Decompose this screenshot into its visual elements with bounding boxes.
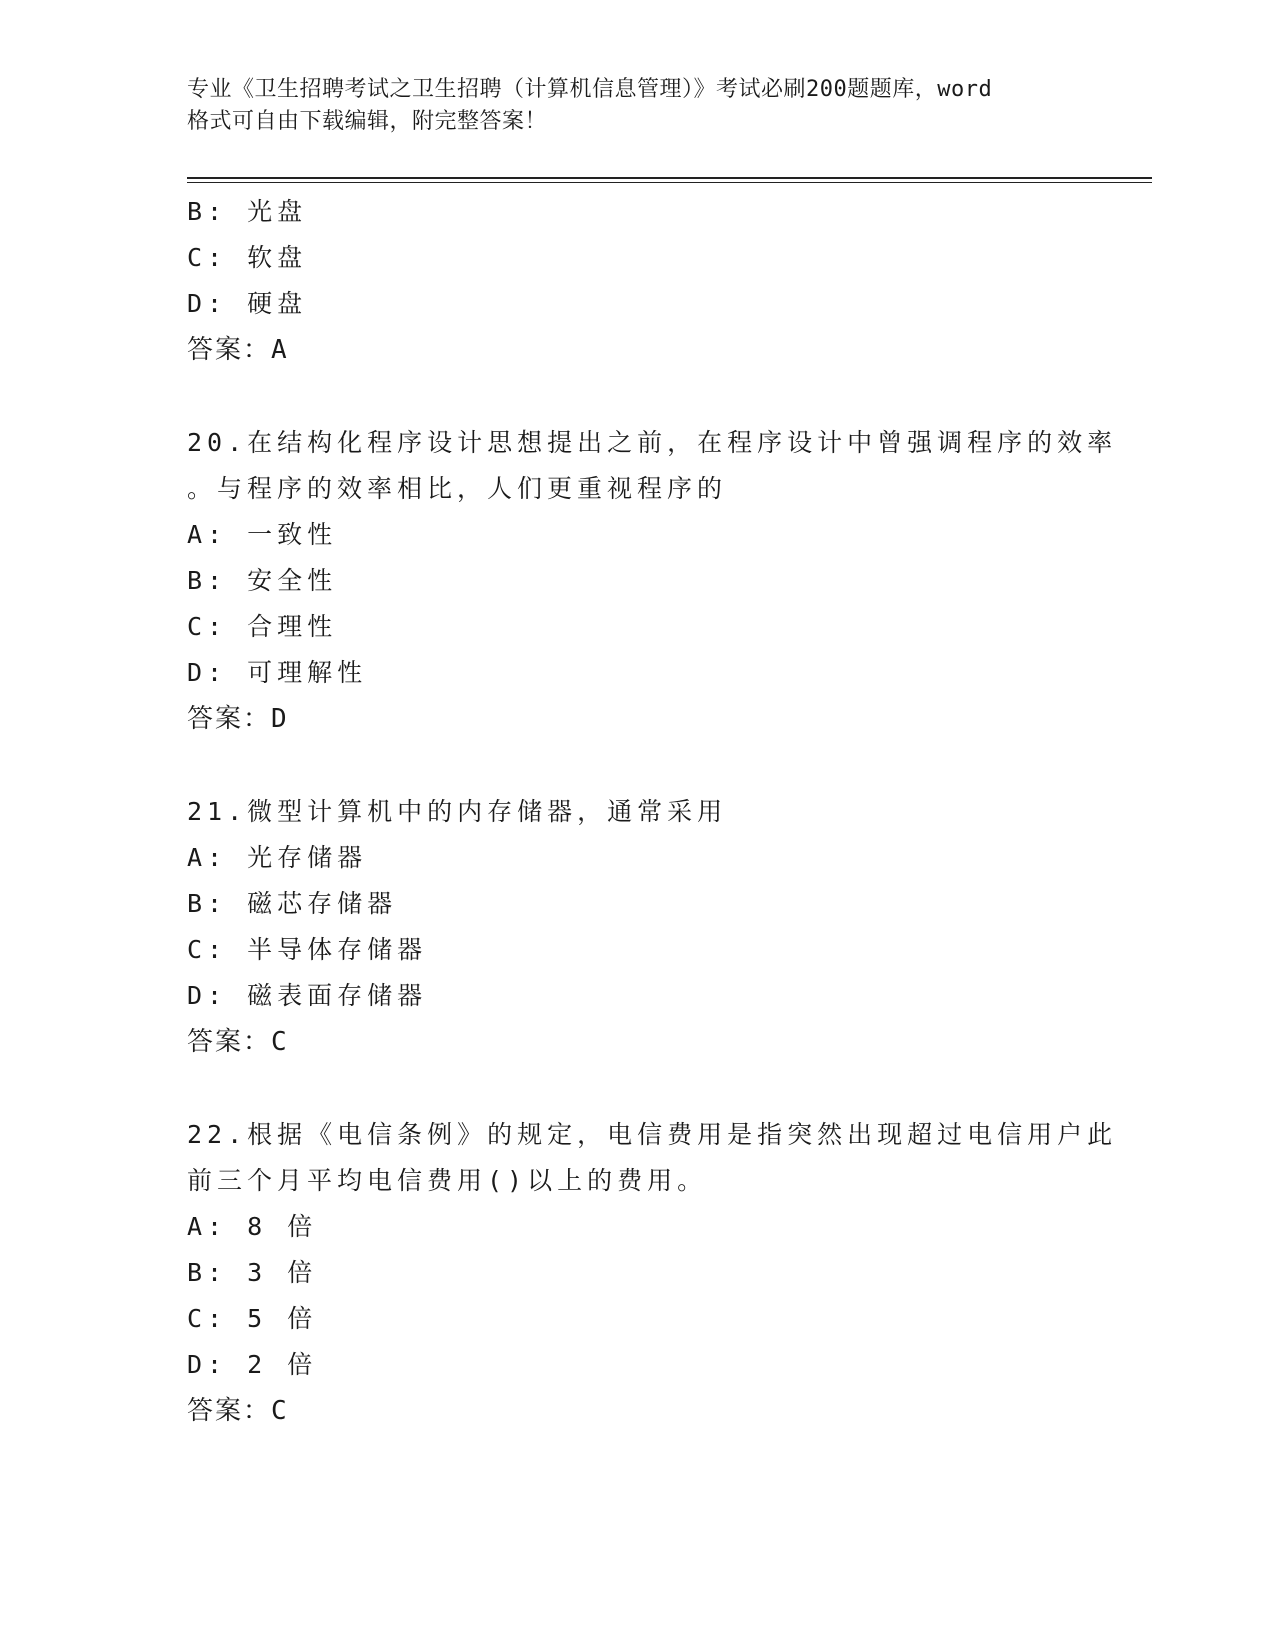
question-21 xyxy=(187,789,1087,1065)
header-line-1: 专业《卫生招聘考试之卫生招聘（计算机信息管理）》考试必刷200题题库，word xyxy=(187,77,993,102)
option-c: C: 合理性 xyxy=(187,612,338,641)
header-divider xyxy=(187,177,1152,179)
answer-value: C xyxy=(271,1396,287,1426)
option-d: D: 磁表面存储器 xyxy=(187,981,428,1010)
header-divider-thin xyxy=(187,182,1152,183)
option-c: C: 半导体存储器 xyxy=(187,935,428,964)
question-text-line: 20.在结构化程序设计思想提出之前，在程序设计中曾强调程序的效率 xyxy=(187,428,1118,457)
question-text-line: 21.微型计算机中的内存储器，通常采用 xyxy=(187,797,728,826)
answer-line xyxy=(187,1019,1087,1065)
question-20 xyxy=(187,420,1118,742)
answer-label: 答案： xyxy=(187,1396,272,1426)
question-list xyxy=(187,189,1118,1434)
option-b: B: 磁芯存储器 xyxy=(187,889,398,918)
option-a: A: 光存储器 xyxy=(187,843,368,872)
option-d: D: 硬盘 xyxy=(187,289,308,318)
answer-line xyxy=(187,327,1087,373)
answer-value: A xyxy=(271,335,287,365)
question-text-line: 前三个月平均电信费用()以上的费用。 xyxy=(187,1166,708,1195)
answer-label: 答案： xyxy=(187,335,272,365)
answer-line xyxy=(187,1388,1087,1434)
option-d: D: 2 倍 xyxy=(187,1350,318,1379)
answer-label: 答案： xyxy=(187,1027,272,1057)
answer-value: C xyxy=(271,1027,287,1057)
option-b: B: 3 倍 xyxy=(187,1258,318,1287)
question-19-continued xyxy=(187,189,1087,373)
option-b: B: 光盘 xyxy=(187,197,308,226)
option-d: D: 可理解性 xyxy=(187,658,368,687)
document-header xyxy=(187,74,1087,138)
answer-value: D xyxy=(271,704,287,734)
option-a: A: 一致性 xyxy=(187,520,338,549)
answer-line xyxy=(187,696,1087,742)
question-text-line: 22.根据《电信条例》的规定，电信费用是指突然出现超过电信用户此 xyxy=(187,1120,1118,1149)
option-c: C: 软盘 xyxy=(187,243,308,272)
answer-label: 答案： xyxy=(187,704,272,734)
option-c: C: 5 倍 xyxy=(187,1304,318,1333)
option-b: B: 安全性 xyxy=(187,566,338,595)
option-a: A: 8 倍 xyxy=(187,1212,318,1241)
question-22 xyxy=(187,1112,1118,1434)
question-text-line: 。与程序的效率相比，人们更重视程序的 xyxy=(187,474,728,503)
header-line-2: 格式可自由下载编辑，附完整答案！ xyxy=(187,109,548,134)
